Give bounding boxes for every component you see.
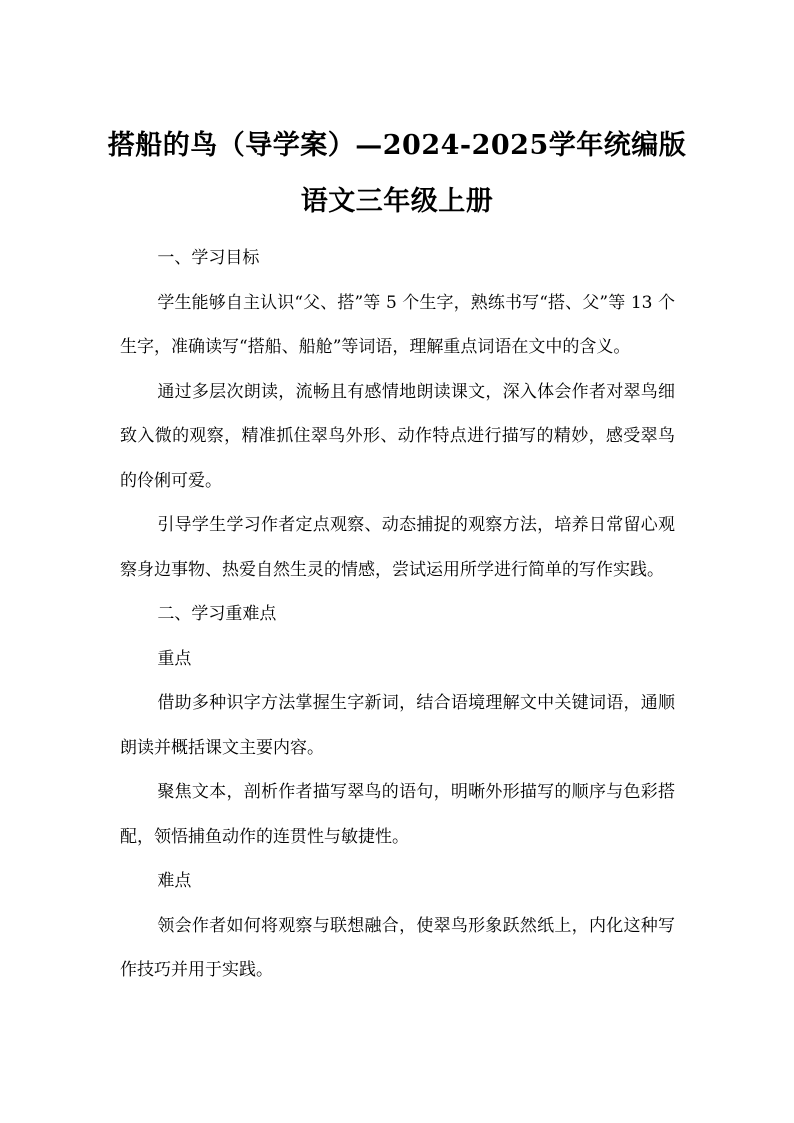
key-point-paragraph: 聚焦文本，剖析作者描写翠鸟的语句，明晰外形描写的顺序与色彩搭配，领悟捕鱼动作的连贯性与敏捷性。 — [120, 782, 675, 847]
objective-paragraph: 引导学生学习作者定点观察、动态捕捉的观察方法，培养日常留心观察身边事物、热爱自然生灵的情感，尝试运用所学进行简单的写作实践。 — [120, 515, 675, 580]
key-points-label: 重点 — [157, 648, 192, 669]
objective-paragraph: 通过多层次朗读，流畅且有感情地朗读课文，深入体会作者对翠鸟细致入微的观察，精准抓住翠鸟外形、动作特点进行描写的精妙，感受翠鸟的伶俐可爱。 — [120, 381, 675, 491]
key-point-paragraph: 借助多种识字方法掌握生字新词，结合语境理解文中关键词语，通顺朗读并概括课文主要内容。 — [120, 693, 675, 758]
document-body — [120, 236, 675, 993]
document-title: 搭船的鸟（导学案）—2024-2025学年统编版语文三年级上册 — [107, 130, 687, 217]
difficult-points-label: 难点 — [157, 871, 192, 891]
section-heading-objectives: 一、学习目标 — [157, 248, 260, 268]
section-heading-key-difficult-points: 二、学习重难点 — [157, 604, 277, 624]
objective-paragraph: 学生能够自主认识“父、搭”等 5 个生字，熟练书写“搭、父”等 13 个生字，准确读写“搭船、船舱”等词语，理解重点词语在文中的含义。 — [120, 292, 675, 357]
difficult-point-paragraph: 领会作者如何将观察与联想融合，使翠鸟形象跃然纸上，内化这种写作技巧并用于实践。 — [120, 915, 675, 980]
